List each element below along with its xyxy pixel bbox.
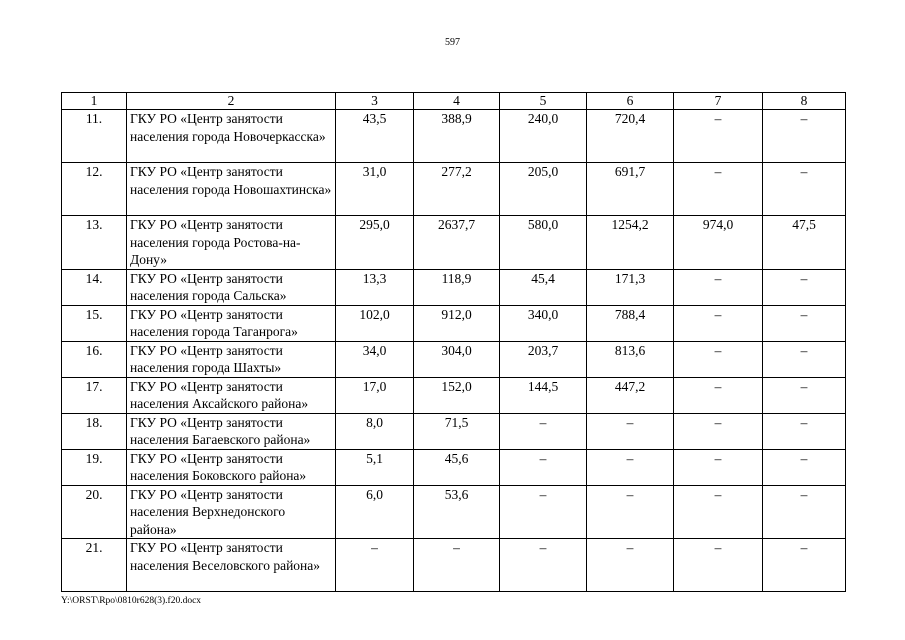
table-row [62,539,846,592]
value-col-6: 813,6 [587,341,674,377]
column-header-8: 8 [763,93,846,110]
organization-name: ГКУ РО «Центр занятости населения Аксайского района» [127,377,336,413]
value-col-4: 71,5 [414,413,500,449]
row-number: 13. [62,216,127,270]
organization-name: ГКУ РО «Центр занятости населения города Таганрога» [127,305,336,341]
value-col-3: 34,0 [336,341,414,377]
value-col-5: 203,7 [500,341,587,377]
row-number: 16. [62,341,127,377]
value-col-4: 118,9 [414,269,500,305]
organization-name: ГКУ РО «Центр занятости населения Багаевского района» [127,413,336,449]
value-col-3: 8,0 [336,413,414,449]
file-path-footer: Y:\ORST\Rpo\0810r628(3).f20.docx [61,596,202,606]
value-col-8: – [763,341,846,377]
value-col-8: – [763,413,846,449]
table-header [62,93,846,110]
value-col-4: 388,9 [414,110,500,163]
table-row [62,341,846,377]
value-col-3: 102,0 [336,305,414,341]
table-row [62,377,846,413]
column-header-3: 3 [336,93,414,110]
value-col-6: 447,2 [587,377,674,413]
column-header-7: 7 [674,93,763,110]
table-row [62,269,846,305]
value-col-5: – [500,413,587,449]
value-col-7: – [674,539,763,592]
value-col-7: – [674,269,763,305]
value-col-8: – [763,377,846,413]
page-number: 597 [445,37,460,48]
organization-name: ГКУ РО «Центр занятости населения города Сальска» [127,269,336,305]
value-col-5: 340,0 [500,305,587,341]
value-col-5: 144,5 [500,377,587,413]
organization-name: ГКУ РО «Центр занятости населения города Шахты» [127,341,336,377]
organization-name: ГКУ РО «Центр занятости населения Веселовского района» [127,539,336,592]
column-header-1: 1 [62,93,127,110]
value-col-8: – [763,485,846,539]
value-col-5: – [500,539,587,592]
table-row [62,216,846,270]
value-col-8: – [763,269,846,305]
value-col-8: – [763,449,846,485]
value-col-5: – [500,485,587,539]
row-number: 20. [62,485,127,539]
value-col-4: 53,6 [414,485,500,539]
value-col-6: 788,4 [587,305,674,341]
value-col-7: – [674,449,763,485]
value-col-4: 2637,7 [414,216,500,270]
organization-name: ГКУ РО «Центр занятости населения города Новошахтинска» [127,163,336,216]
value-col-6: 691,7 [587,163,674,216]
header-row [62,93,846,110]
organization-name: ГКУ РО «Центр занятости населения города Ростова-на-Дону» [127,216,336,270]
value-col-3: 43,5 [336,110,414,163]
value-col-7: 974,0 [674,216,763,270]
table-body [62,110,846,592]
value-col-8: – [763,110,846,163]
value-col-5: 240,0 [500,110,587,163]
value-col-3: 6,0 [336,485,414,539]
row-number: 18. [62,413,127,449]
value-col-6: – [587,485,674,539]
value-col-5: 580,0 [500,216,587,270]
table-row [62,449,846,485]
organization-name: ГКУ РО «Центр занятости населения города Новочеркасска» [127,110,336,163]
table-row [62,110,846,163]
row-number: 17. [62,377,127,413]
value-col-4: 277,2 [414,163,500,216]
row-number: 12. [62,163,127,216]
value-col-7: – [674,485,763,539]
value-col-3: 17,0 [336,377,414,413]
value-col-7: – [674,163,763,216]
data-table [61,92,846,592]
value-col-8: – [763,305,846,341]
value-col-6: 720,4 [587,110,674,163]
column-header-4: 4 [414,93,500,110]
value-col-7: – [674,341,763,377]
value-col-6: – [587,449,674,485]
value-col-8: – [763,539,846,592]
value-col-7: – [674,413,763,449]
organization-name: ГКУ РО «Центр занятости населения Верхнедонского района» [127,485,336,539]
row-number: 19. [62,449,127,485]
value-col-3: 13,3 [336,269,414,305]
value-col-6: – [587,539,674,592]
value-col-7: – [674,305,763,341]
table-row [62,485,846,539]
value-col-3: – [336,539,414,592]
row-number: 14. [62,269,127,305]
value-col-6: 171,3 [587,269,674,305]
value-col-7: – [674,377,763,413]
value-col-3: 5,1 [336,449,414,485]
value-col-8: – [763,163,846,216]
row-number: 11. [62,110,127,163]
value-col-4: 304,0 [414,341,500,377]
value-col-5: 45,4 [500,269,587,305]
table-row [62,163,846,216]
value-col-3: 295,0 [336,216,414,270]
table-row [62,305,846,341]
value-col-3: 31,0 [336,163,414,216]
value-col-4: 912,0 [414,305,500,341]
column-header-2: 2 [127,93,336,110]
value-col-8: 47,5 [763,216,846,270]
value-col-5: – [500,449,587,485]
value-col-4: – [414,539,500,592]
row-number: 21. [62,539,127,592]
column-header-5: 5 [500,93,587,110]
table-row [62,413,846,449]
organization-name: ГКУ РО «Центр занятости населения Боковского района» [127,449,336,485]
value-col-7: – [674,110,763,163]
value-col-4: 152,0 [414,377,500,413]
value-col-5: 205,0 [500,163,587,216]
column-header-6: 6 [587,93,674,110]
value-col-6: 1254,2 [587,216,674,270]
row-number: 15. [62,305,127,341]
value-col-4: 45,6 [414,449,500,485]
value-col-6: – [587,413,674,449]
